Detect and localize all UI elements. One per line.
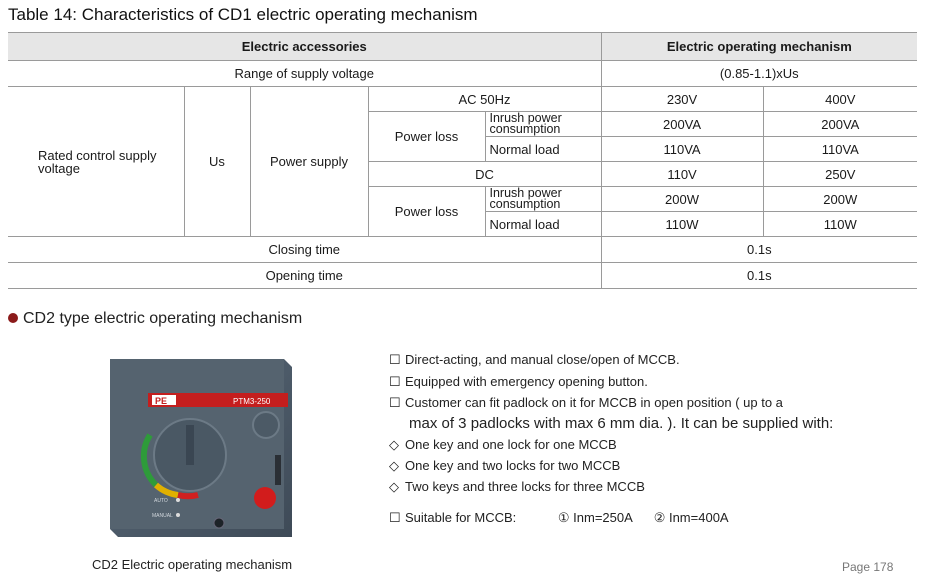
dc-power-loss-label: Power loss	[368, 187, 485, 237]
svg-text:PE: PE	[155, 396, 168, 406]
feature-padlock: ☐ Customer can fit padlock on it for MCCB in open position ( up to a	[389, 395, 783, 410]
dc-normal-value-1: 110W	[601, 212, 763, 237]
padlock-slot	[275, 455, 281, 485]
closing-time-value: 0.1s	[601, 237, 917, 263]
section-title: CD2 type electric operating mechanism	[23, 310, 303, 327]
bullet-icon	[8, 313, 18, 323]
feature-direct-acting: ☐ Direct-acting, and manual close/open of MCCB.	[389, 352, 680, 367]
table-title: Table 14: Characteristics of CD1 electric operating mechanism	[8, 5, 478, 24]
checkbox-icon: ☐	[389, 374, 401, 389]
dc-label: DC	[368, 162, 601, 187]
side-dial	[253, 412, 279, 438]
page-number: Page 178	[842, 560, 894, 574]
dc-inrush-label: Inrush power consumption	[485, 187, 601, 212]
header-electric-accessories: Electric accessories	[8, 33, 601, 61]
checkbox-icon: ☐	[389, 395, 401, 410]
diamond-icon: ◇	[389, 458, 399, 473]
ac-inrush-label: Inrush power consumption	[485, 112, 601, 137]
diamond-icon: ◇	[389, 479, 399, 494]
device-caption: CD2 Electric operating mechanism	[92, 557, 293, 572]
ac-power-loss-label: Power loss	[368, 112, 485, 162]
dc-inrush-value-1: 200W	[601, 187, 763, 212]
power-supply-label: Power supply	[250, 87, 368, 237]
ac-normal-value-2: 110VA	[763, 137, 917, 162]
us-label: Us	[184, 87, 250, 237]
feature-emergency: ☐ Equipped with emergency opening button.	[389, 374, 648, 389]
svg-text:AUTO: AUTO	[154, 498, 168, 504]
ac-voltage-1: 230V	[601, 87, 763, 112]
option-2: ◇ One key and two locks for two MCCB	[389, 458, 621, 473]
diamond-icon: ◇	[389, 437, 399, 452]
rating-1: ① Inm=250A	[557, 510, 633, 525]
dc-inrush-value-2: 200W	[763, 187, 917, 212]
feature-padlock-cont: max of 3 padlocks with max 6 mm dia. ). It can be supplied with:	[409, 415, 834, 432]
ac-normal-label: Normal load	[485, 137, 601, 162]
ac-normal-value-1: 110VA	[601, 137, 763, 162]
svg-text:PTM3-250: PTM3-250	[233, 397, 271, 406]
characteristics-table	[8, 32, 917, 289]
range-value: (0.85-1.1)xUs	[601, 61, 917, 87]
checkbox-icon: ☐	[389, 352, 401, 367]
checkbox-icon: ☐	[389, 510, 401, 525]
feature-suitable: ☐ Suitable for MCCB: ① Inm=250A ② Inm=400A	[389, 510, 729, 525]
section-heading	[8, 310, 302, 328]
header-electric-operating-mechanism: Electric operating mechanism	[601, 33, 917, 61]
closing-time-label: Closing time	[8, 237, 601, 263]
ac-voltage-2: 400V	[763, 87, 917, 112]
opening-time-value: 0.1s	[601, 263, 917, 289]
option-1: ◇ One key and one lock for one MCCB	[389, 437, 617, 452]
opening-time-label: Opening time	[8, 263, 601, 289]
range-label: Range of supply voltage	[8, 61, 601, 87]
ac-label: AC 50Hz	[368, 87, 601, 112]
option-3: ◇ Two keys and three locks for three MCCB	[389, 479, 645, 494]
emergency-button	[254, 487, 276, 509]
rated-control-label: Rated control supply voltage	[8, 87, 184, 237]
svg-text:MANUAL: MANUAL	[152, 513, 173, 519]
dc-normal-value-2: 110W	[763, 212, 917, 237]
ac-inrush-value-2: 200VA	[763, 112, 917, 137]
dc-voltage-2: 250V	[763, 162, 917, 187]
rating-2: ② Inm=400A	[653, 510, 729, 525]
ac-inrush-value-1: 200VA	[601, 112, 763, 137]
device-photo	[108, 355, 294, 540]
dc-voltage-1: 110V	[601, 162, 763, 187]
dc-normal-label: Normal load	[485, 212, 601, 237]
